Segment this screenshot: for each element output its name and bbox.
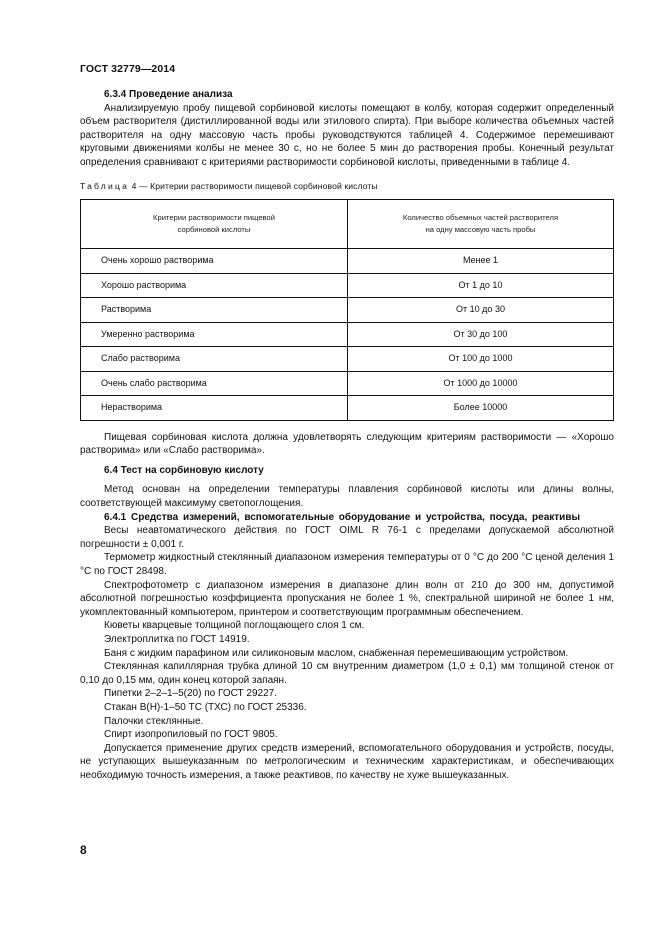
criterion-cell: Нерастворима <box>81 396 348 421</box>
document-header: ГОСТ 32779—2014 <box>80 63 176 75</box>
equipment-item: Пипетки 2–2–1–5(20) по ГОСТ 29227. <box>104 688 277 700</box>
page-content <box>80 88 614 783</box>
amount-cell: От 10 до 30 <box>348 298 614 323</box>
equipment-item: Электроплитка по ГОСТ 14919. <box>104 633 250 645</box>
equipment-item: Стакан В(Н)-1–50 ТС (ТХС) по ГОСТ 25336. <box>104 701 307 713</box>
table-header-row <box>81 200 614 249</box>
equipment-item: Палочки стеклянные. <box>104 715 204 727</box>
amount-cell: От 1000 до 10000 <box>348 371 614 396</box>
equipment-item: Кюветы кварцевые толщиной поглощающего слоя 1 см. <box>104 620 365 632</box>
table-row <box>81 371 614 396</box>
table-row <box>81 249 614 274</box>
table-4-caption <box>80 180 614 194</box>
equipment-item: Допускается применение других средств измерений, вспомогательного оборудования и устройств, посуды, не уступающих вышеуказанным по метрологическим и техническим характеристикам, и обеспечивающих необходимую точность измерения, а также реактивов, по качеству не хуже вышеуказанных. <box>80 742 614 781</box>
equipment-item: Весы неавтоматического действия по ГОСТ OIML R 76-1 с пределами допускаемой абсолютной погрешности ± 0,001 г. <box>80 525 614 550</box>
section-6-4-1-heading: 6.4.1 Средства измерений, вспомогательные оборудование и устройства, посуда, реактивы <box>104 511 581 523</box>
col2-header-line2: на одну массовую часть пробы <box>425 225 536 235</box>
table-row <box>81 347 614 372</box>
section-6-3-4-heading: 6.3.4 Проведение анализа <box>104 89 233 100</box>
col1-header-line2: сорбиновой кислоты <box>177 225 251 235</box>
criterion-cell: Очень хорошо растворима <box>81 249 348 274</box>
equipment-item: Спирт изопропиловый по ГОСТ 9805. <box>104 729 278 741</box>
amount-cell: Менее 1 <box>348 249 614 274</box>
criterion-cell: Слабо растворима <box>81 347 348 372</box>
col-header-criteria <box>81 200 348 249</box>
equipment-item: Спектрофотометр с диапазоном измерения в диапазоне длин волн от 210 до 300 нм, допустимой абсолютной погрешностью коэффициента пропускания не более 1 %, спектральной шириной не более 1 нм, укомплектованный компьютером, принтером и соответствующим программным обеспечением. <box>80 579 614 618</box>
section-6-3-4-text: Анализируемую пробу пищевой сорбиновой кислоты помещают в колбу, которая содержит определенный объем растворителя (дистиллированной воды или этилового спирта). При выборе количества объемных частей растворителя на одну массовую часть пробы руководствуются таблицей 4. Содержимое перемешивают круговыми движениями колбы не менее 30 с, но не более 5 мин до растворения пробы. Конечный результат определения сравнивают с критериями растворимости сорбиновой кислоты, приведенными в таблице 4. <box>80 102 614 168</box>
table-row <box>81 298 614 323</box>
col1-header-line1: Критерии растворимости пищевой <box>153 213 275 223</box>
table-row <box>81 322 614 347</box>
col-header-amount <box>348 200 614 249</box>
table-caption-prefix: Таблица <box>80 180 130 191</box>
criterion-cell: Растворима <box>81 298 348 323</box>
equipment-item: Баня с жидким парафином или силиконовым маслом, снабженная перемешивающим устройством. <box>104 647 569 659</box>
amount-cell: От 1 до 10 <box>348 273 614 298</box>
section-6-4-text: Метод основан на определении температуры плавления сорбиновой кислоты или длины волны, соответствующей максимуму светопоглощения. <box>80 484 614 510</box>
col2-header-line1: Количество объемных частей растворителя <box>402 213 559 223</box>
equipment-item: Термометр жидкостный стеклянный диапазоном измерения температуры от 0 °C до 200 °C ценой деления 1 °C по ГОСТ 28498. <box>80 552 614 577</box>
amount-cell: От 30 до 100 <box>348 322 614 347</box>
amount-cell: Более 10000 <box>348 396 614 421</box>
table-caption-text: 4 — Критерии растворимости пищевой сорбиновой кислоты <box>131 180 378 191</box>
criterion-cell: Умеренно растворима <box>81 322 348 347</box>
criterion-cell: Очень слабо растворима <box>81 371 348 396</box>
criterion-cell: Хорошо растворима <box>81 273 348 298</box>
amount-cell: От 100 до 1000 <box>348 347 614 372</box>
equipment-item: Стеклянная капиллярная трубка длиной 10 см внутренним диаметром (1,0 ± 0,1) мм толщиной стенок от 0,10 до 0,15 мм, один конец которой запаян. <box>80 661 614 686</box>
page-number: 8 <box>80 843 87 857</box>
solubility-table <box>80 199 614 421</box>
section-6-4-heading: 6.4 Тест на сорбиновую кислоту <box>104 464 264 476</box>
solubility-requirement-text: Пищевая сорбиновая кислота должна удовлетворять следующим критериям растворимости — «Хорошо растворима» или «Слабо растворима». <box>80 431 614 457</box>
table-row <box>81 396 614 421</box>
table-row <box>81 273 614 298</box>
